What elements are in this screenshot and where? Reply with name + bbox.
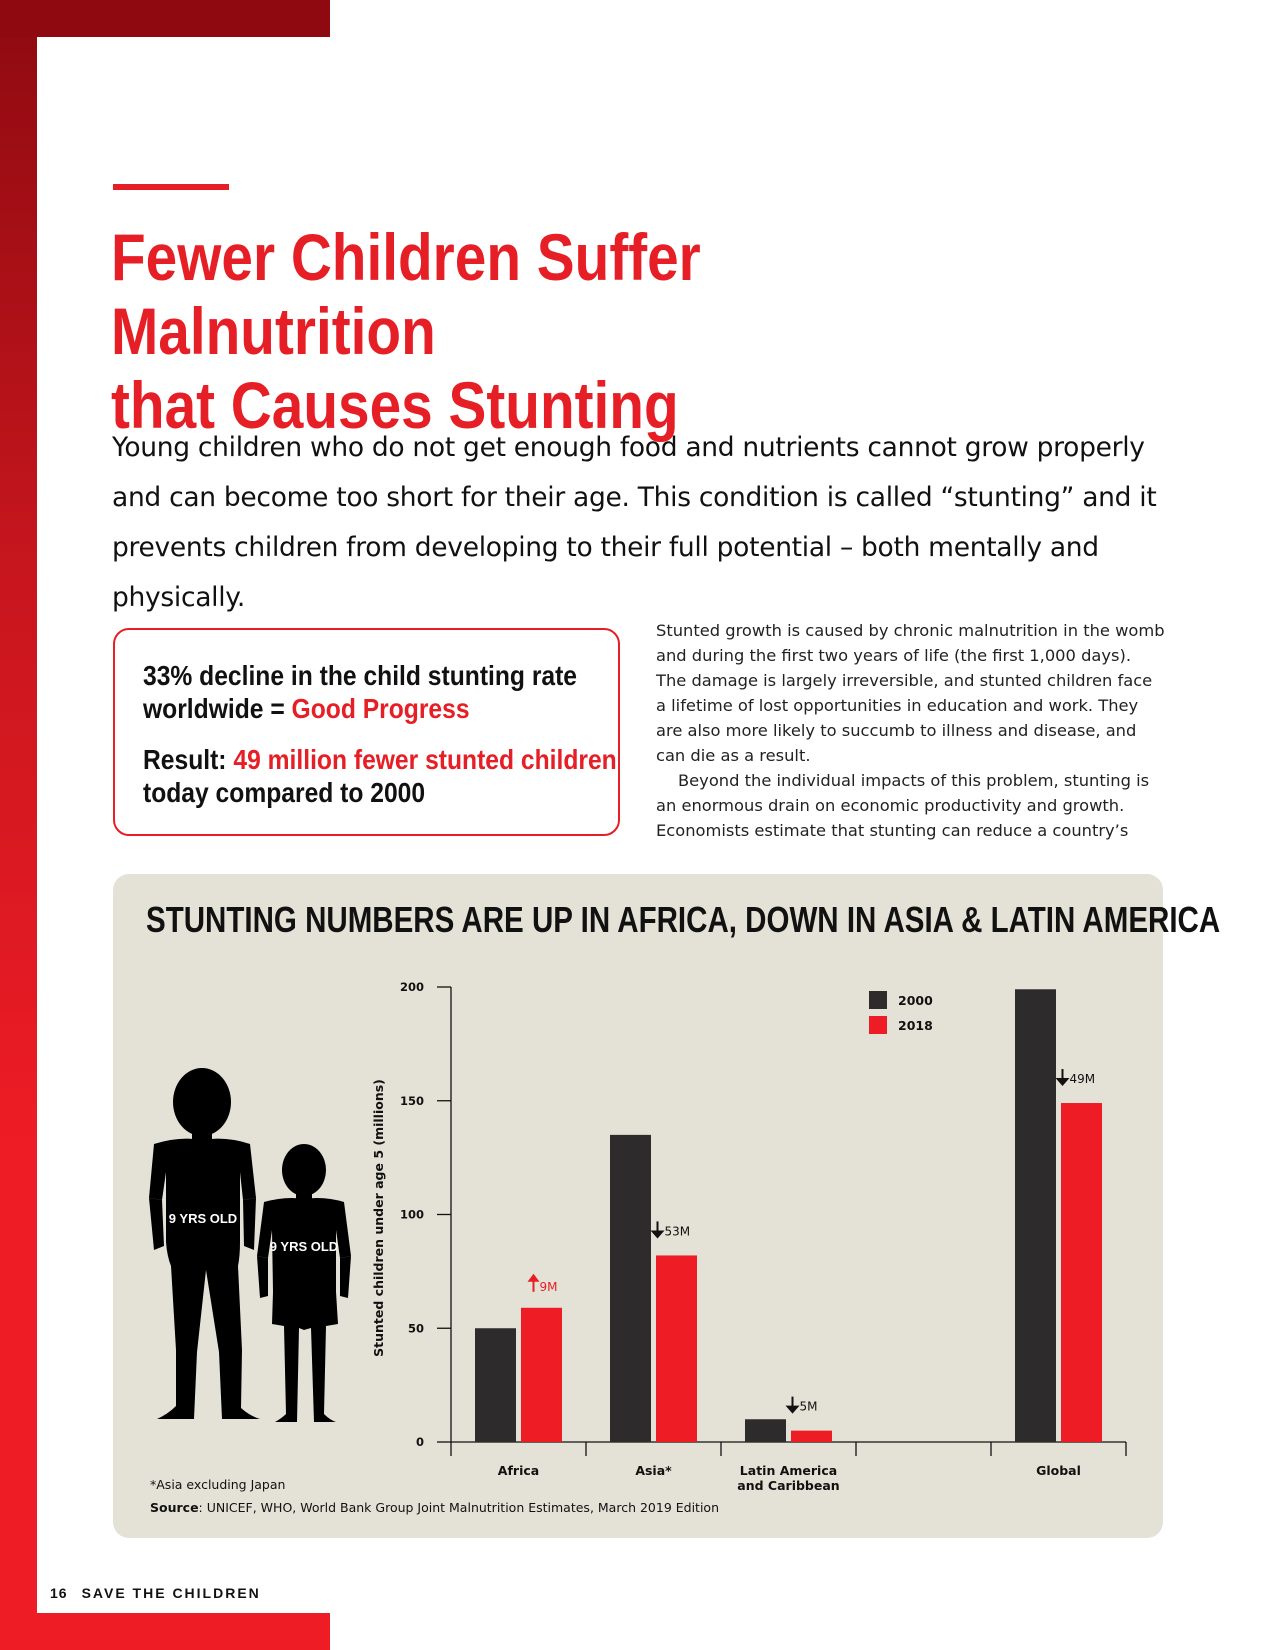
- callout-result-text: [143, 743, 617, 809]
- tall-child-silhouette: [149, 1068, 260, 1419]
- callout-line2-prefix: worldwide =: [143, 693, 292, 724]
- footer-org-name: SAVE THE CHILDREN: [81, 1585, 261, 1601]
- callout-good-progress: Good Progress: [291, 693, 470, 724]
- callout-result-highlight: 49 million fewer stunted children: [233, 744, 617, 775]
- x-category-label: Africa: [497, 1463, 540, 1478]
- y-axis-label: Stunted children under age 5 (millions): [371, 1079, 386, 1357]
- x-category-label: Latin America: [739, 1463, 838, 1478]
- page-title-line1: Fewer Children Suffer Malnutrition: [111, 220, 701, 368]
- change-label: 53M: [664, 1224, 691, 1239]
- tall-child-label: 9 YRS OLD: [168, 1211, 238, 1226]
- change-label: 5M: [799, 1399, 818, 1414]
- children-silhouettes: [140, 1060, 360, 1440]
- body-paragraph-2: Beyond the individual impacts of this problem, stunting is an enormous drain on economic productivity and growth. Economists estimate that stunting can reduce a country’s: [656, 771, 1150, 840]
- progress-callout-box: [113, 628, 620, 836]
- x-category-label: Global: [1036, 1463, 1081, 1478]
- body-text-column: [656, 618, 1166, 843]
- change-label: 9M: [539, 1279, 558, 1294]
- page-title: [111, 220, 971, 442]
- source-label: Source: [150, 1500, 199, 1515]
- title-accent-rule: [113, 184, 229, 190]
- short-child-silhouette: [257, 1144, 351, 1422]
- page-footer: [50, 1585, 261, 1601]
- y-tick-label: 200: [399, 980, 424, 994]
- side-color-bar: [0, 0, 37, 1650]
- legend-label-2000: 2000: [898, 993, 933, 1008]
- body-paragraph-1: Stunted growth is caused by chronic malnutrition in the womb and during the first two years of life (the first 1,000 days). The damage is largely irreversible, and stunted children face a lifetime of lost opportunities in education and work. They are also more likely to succumb to illness and disease, and can die as a result.: [656, 621, 1165, 765]
- legend-label-2018: 2018: [898, 1018, 933, 1033]
- source-note: [150, 1500, 719, 1515]
- y-tick-label: 50: [407, 1321, 424, 1336]
- top-accent-tab: [0, 0, 330, 37]
- page-number: 16: [50, 1585, 68, 1601]
- change-label: 49M: [1069, 1072, 1096, 1087]
- x-category-label: and Caribbean: [737, 1478, 840, 1493]
- y-tick-label: 0: [415, 1435, 424, 1449]
- page-title-line2: that Causes Stunting: [111, 368, 679, 442]
- callout-decline-text: [143, 659, 577, 725]
- callout-result-prefix: Result:: [143, 744, 234, 775]
- chart-title: STUNTING NUMBERS ARE UP IN AFRICA, DOWN IN ASIA & LATIN AMERICA: [146, 899, 1221, 940]
- asia-footnote: *Asia excluding Japan: [150, 1477, 286, 1492]
- intro-paragraph: Young children who do not get enough food and nutrients cannot grow properly and can become too short for their age. This condition is called “stunting” and it prevents children from developing to their full potential – both mentally and physically.: [112, 432, 1157, 613]
- bottom-accent-tab: [0, 1613, 330, 1650]
- y-tick-label: 100: [399, 1207, 424, 1222]
- source-text: : UNICEF, WHO, World Bank Group Joint Malnutrition Estimates, March 2019 Edition: [198, 1500, 719, 1515]
- x-category-label: Asia*: [635, 1463, 672, 1478]
- callout-line1: 33% decline in the child stunting rate: [143, 660, 578, 691]
- short-child-label: 9 YRS OLD: [269, 1239, 339, 1254]
- callout-result-suffix: today compared to 2000: [143, 777, 426, 808]
- y-tick-label: 150: [399, 1093, 424, 1108]
